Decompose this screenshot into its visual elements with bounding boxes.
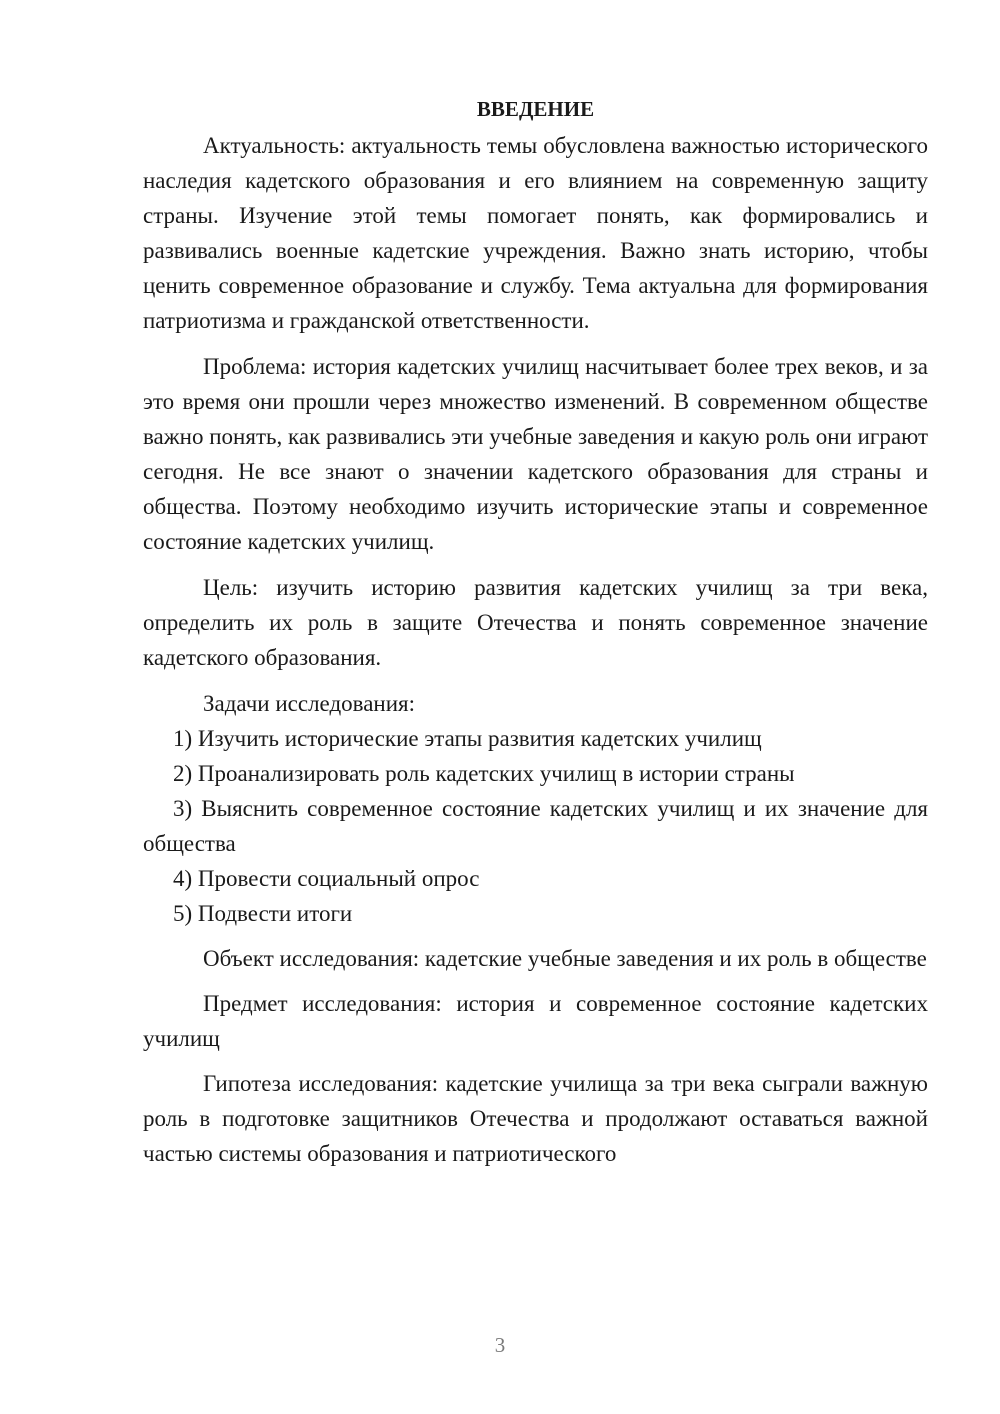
paragraph-relevance: Актуальность: актуальность темы обусловлена важностью исторического наследия кадетского образования и его влиянием на современную защиту страны. Изучение этой темы помогает понять, как формировались и развивались военные кадетские учреждения. Важно знать историю, чтобы ценить современное образование и службу. Тема актуальна для формирования патриотизма и гражданской ответственности. (143, 133, 928, 333)
page-number: 3 (494, 1333, 506, 1357)
task-item-4: 4) Провести социальный опрос (173, 866, 480, 891)
section-title: ВВЕДЕНИЕ (476, 97, 595, 121)
paragraph-object: Объект исследования: кадетские учебные заведения и их роль в обществе (203, 946, 927, 971)
tasks-list (143, 721, 928, 931)
paragraph-problem: Проблема: история кадетских училищ насчитывает более трех веков, и за это время они прошли через множество изменений. В современном обществе важно понять, как развивались эти учебные заведения и какую роль они играют сегодня. Не все знают о значении кадетского образования для страны и общества. Поэтому необходимо изучить исторические этапы и современное состояние кадетских училищ. (143, 354, 928, 554)
task-item-2: 2) Проанализировать роль кадетских училищ в истории страны (173, 761, 795, 786)
task-item-5: 5) Подвести итоги (173, 901, 353, 926)
task-item-1: 1) Изучить исторические этапы развития кадетских училищ (173, 726, 762, 751)
page-content (143, 92, 928, 1171)
paragraph-hypothesis: Гипотеза исследования: кадетские училища за три века сыграли важную роль в подготовке защитников Отечества и продолжают оставаться важной частью системы образования и патриотического (143, 1071, 928, 1166)
paragraph-goal: Цель: изучить историю развития кадетских училищ за три века, определить их роль в защите Отечества и понять современное значение кадетского образования. (143, 575, 928, 670)
paragraph-subject: Предмет исследования: история и современное состояние кадетских училищ (143, 991, 928, 1051)
task-item-3: 3) Выяснить современное состояние кадетских училищ и их значение для общества (143, 796, 928, 856)
tasks-heading: Задачи исследования: (203, 691, 416, 716)
